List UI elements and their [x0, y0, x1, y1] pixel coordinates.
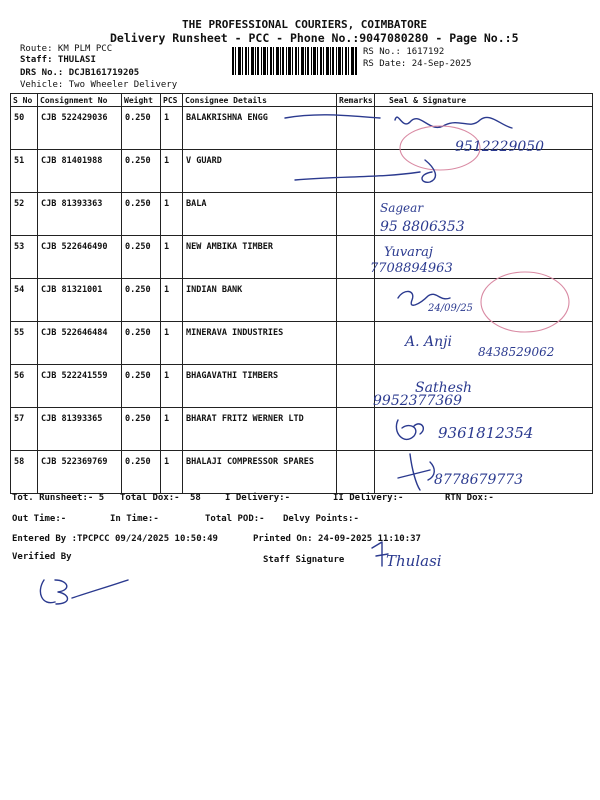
cell-consignee: BHAGAVATHI TIMBERS	[183, 365, 337, 408]
cell-weight: 0.250	[122, 193, 161, 236]
cell-weight: 0.250	[122, 408, 161, 451]
drs-number: DRS No.: DCJB161719205	[20, 68, 140, 78]
cell-sno: 54	[11, 279, 38, 322]
handwritten-phone: 95 8806353	[380, 219, 465, 235]
cell-sno: 57	[11, 408, 38, 451]
handwritten-phone: 9952377369	[373, 393, 463, 409]
cell-sno: 51	[11, 150, 38, 193]
out-time: Out Time:-	[12, 514, 67, 524]
in-time: In Time:-	[110, 514, 159, 524]
ii-delivery: II Delivery:-	[333, 493, 404, 503]
cell-consignee: BHARAT FRITZ WERNER LTD	[183, 408, 337, 451]
cell-sno: 55	[11, 322, 38, 365]
cell-pcs: 1	[161, 193, 183, 236]
cell-consignment: CJB 81401988	[38, 150, 122, 193]
cell-consignee: INDIAN BANK	[183, 279, 337, 322]
cell-consignee: BALA	[183, 193, 337, 236]
cell-consignment: CJB 522369769	[38, 451, 122, 494]
cell-pcs: 1	[161, 150, 183, 193]
col-sno: S No	[11, 94, 38, 107]
col-pcs: PCS	[161, 94, 183, 107]
total-dox-value: 58	[190, 493, 201, 503]
route-label: Route: KM PLM PCC	[20, 44, 113, 54]
verified-by: Verified By	[12, 552, 72, 562]
handwritten-name: Sathesh	[415, 380, 473, 396]
cell-weight: 0.250	[122, 451, 161, 494]
cell-consignment: CJB 81321001	[38, 279, 122, 322]
cell-weight: 0.250	[122, 150, 161, 193]
cell-weight: 0.250	[122, 107, 161, 150]
cell-consignment: CJB 81393363	[38, 193, 122, 236]
cell-consignee: BHALAJI COMPRESSOR SPARES	[183, 451, 337, 494]
signature-scribble	[398, 454, 434, 490]
cell-pcs: 1	[161, 322, 183, 365]
handwritten-staff-sign: Thulasi	[386, 552, 442, 570]
col-consignment: Consignment No	[38, 94, 122, 107]
cell-pcs: 1	[161, 365, 183, 408]
cell-weight: 0.250	[122, 279, 161, 322]
cell-pcs: 1	[161, 107, 183, 150]
col-seal-signature: Seal & Signature	[375, 94, 593, 107]
i-delivery: I Delivery:-	[225, 493, 291, 503]
rs-date: RS Date: 24-Sep-2025	[363, 59, 472, 69]
cell-pcs: 1	[161, 236, 183, 279]
tot-runsheet: Tot. Runsheet:- 5	[12, 493, 105, 503]
signature-scribble	[285, 115, 512, 128]
cell-sno: 52	[11, 193, 38, 236]
runsheet-title: Delivery Runsheet - PCC - Phone No.:9047080280 - Page No.:5	[110, 31, 519, 45]
company-name: THE PROFESSIONAL COURIERS, COIMBATORE	[182, 18, 428, 31]
cell-consignee: V GUARD	[183, 150, 337, 193]
cell-consignment: CJB 522429036	[38, 107, 122, 150]
cell-sno: 56	[11, 365, 38, 408]
cell-weight: 0.250	[122, 322, 161, 365]
col-remarks: Remarks	[337, 94, 375, 107]
cell-pcs: 1	[161, 279, 183, 322]
handwritten-name: A. Anji	[405, 334, 452, 350]
handwritten-date: 24/09/25	[428, 303, 473, 314]
signature-scribble	[295, 160, 435, 182]
col-consignee: Consignee Details	[183, 94, 337, 107]
staff-label: Staff: THULASI	[20, 55, 96, 65]
delvy-points: Delvy Points:-	[283, 514, 359, 524]
cell-pcs: 1	[161, 408, 183, 451]
handwritten-name: Sagear	[380, 201, 424, 215]
cell-sno: 50	[11, 107, 38, 150]
cell-sno: 53	[11, 236, 38, 279]
total-dox-label: Total Dox:-	[120, 493, 180, 503]
total-pod: Total POD:-	[205, 514, 265, 524]
handwritten-phone: 8438529062	[478, 345, 555, 359]
handwritten-phone: 9512229050	[455, 139, 545, 155]
vehicle-label: Vehicle: Two Wheeler Delivery	[20, 80, 178, 90]
cell-consignment: CJB 81393365	[38, 408, 122, 451]
handwritten-phone: 9361812354	[438, 424, 534, 442]
rs-number: RS No.: 1617192	[363, 47, 445, 57]
printed-on: Printed On: 24-09-2025 11:10:37	[253, 534, 421, 544]
cell-weight: 0.250	[122, 236, 161, 279]
signature-scribble	[396, 420, 423, 439]
rtn-dox: RTN Dox:-	[445, 493, 494, 503]
cell-consignee: NEW AMBIKA TIMBER	[183, 236, 337, 279]
handwritten-phone: 7708894963	[370, 261, 453, 276]
verified-signature	[40, 580, 128, 604]
handwritten-name: Yuvaraj	[384, 245, 433, 260]
cell-consignment: CJB 522241559	[38, 365, 122, 408]
cell-consignment: CJB 522646484	[38, 322, 122, 365]
entered-by: Entered By :TPCPCC 09/24/2025 10:50:49	[12, 534, 218, 544]
cell-consignment: CJB 522646490	[38, 236, 122, 279]
cell-consignee: MINERAVA INDUSTRIES	[183, 322, 337, 365]
cell-weight: 0.250	[122, 365, 161, 408]
bank-seal	[481, 272, 569, 332]
handwritten-phone: 8778679773	[434, 472, 524, 488]
cell-consignee: BALAKRISHNA ENGG	[183, 107, 337, 150]
col-weight: Weight	[122, 94, 161, 107]
cell-pcs: 1	[161, 451, 183, 494]
staff-signature-label: Staff Signature	[263, 555, 345, 565]
cell-sno: 58	[11, 451, 38, 494]
